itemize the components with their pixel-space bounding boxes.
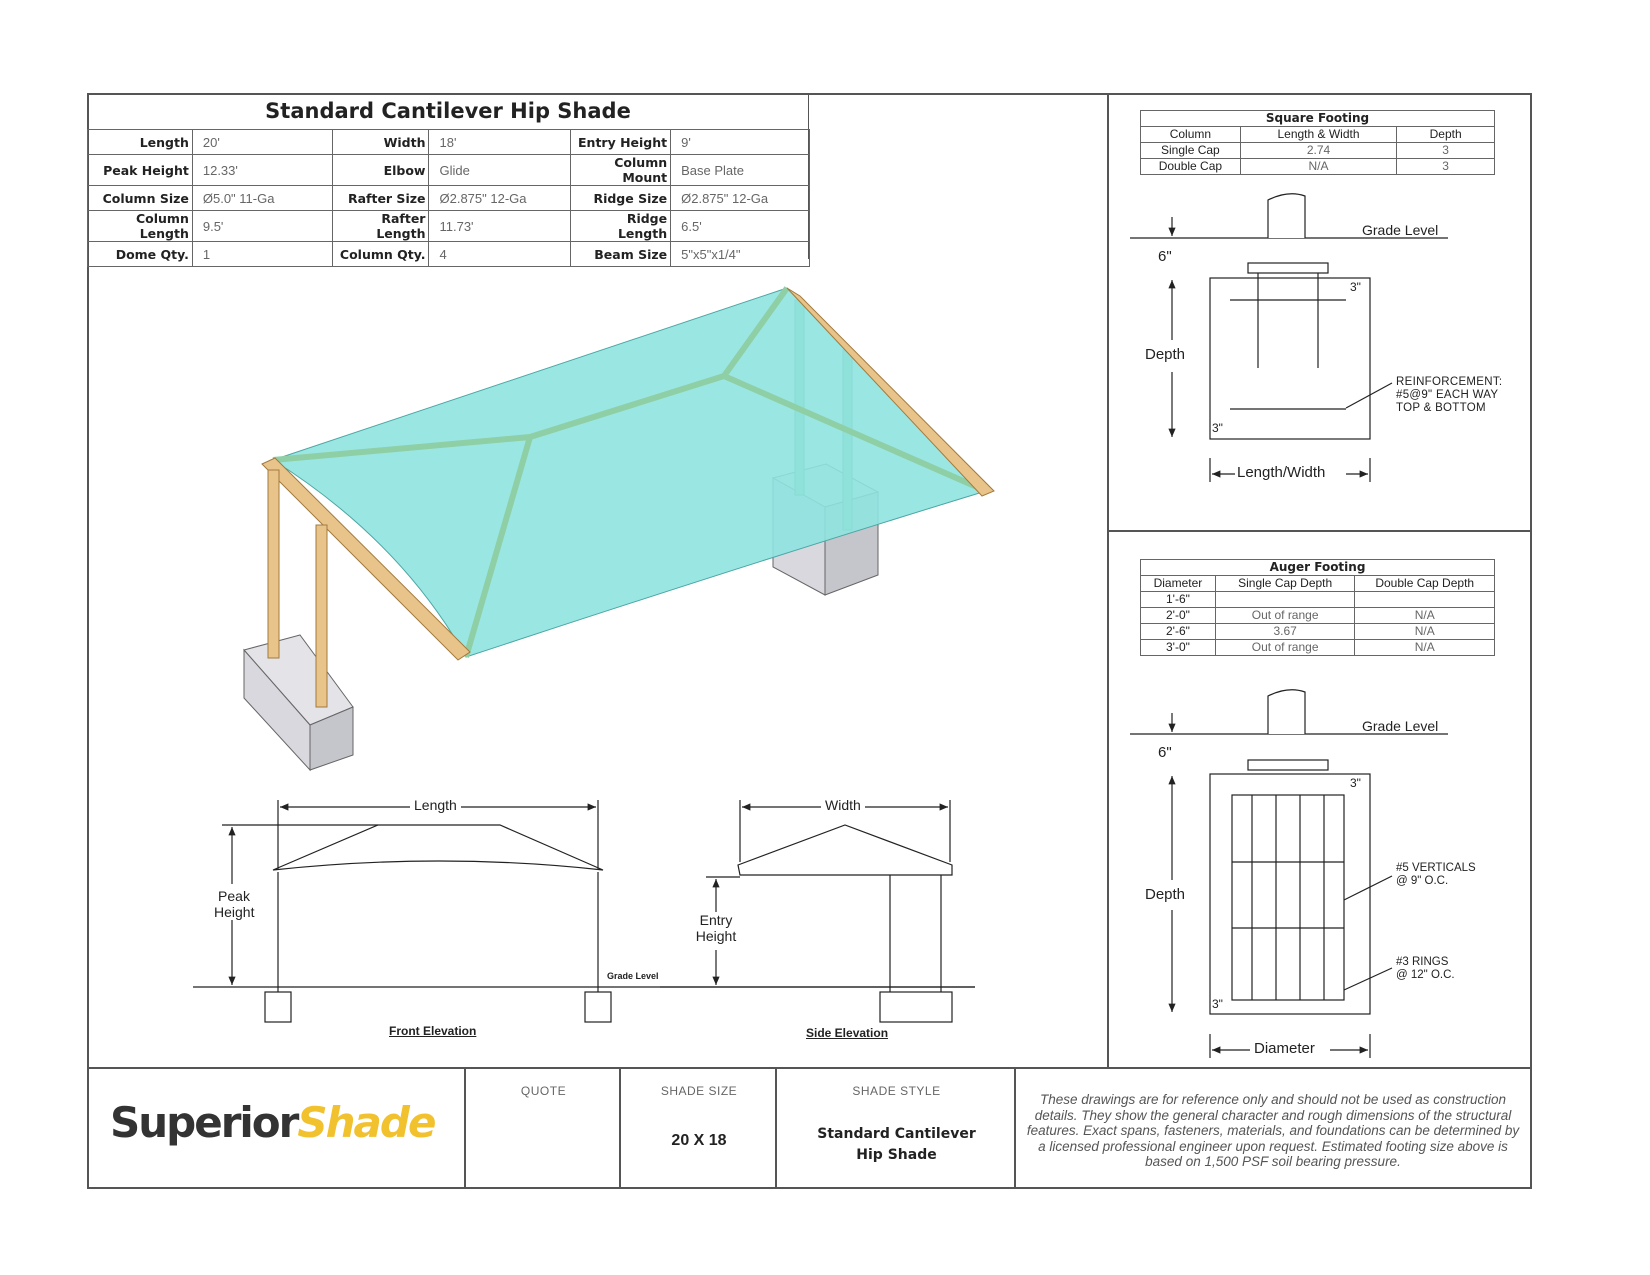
sq-three-top-label: 3" — [1350, 280, 1361, 294]
spec-label: Rafter Length — [332, 211, 429, 242]
spec-label: Rafter Size — [332, 186, 429, 211]
table-cell: 3 — [1397, 143, 1495, 159]
front-grade-label: Grade Level — [607, 971, 659, 981]
table-cell: Out of range — [1215, 608, 1355, 624]
spec-label: Ridge Length — [571, 211, 671, 242]
spec-value: 4 — [429, 242, 571, 267]
aug-three-top-label: 3" — [1350, 776, 1361, 790]
spec-label: Length — [88, 130, 193, 155]
side-entry-label-line: Entry — [699, 912, 733, 928]
spec-value: 20' — [192, 130, 332, 155]
spec-value: Ø5.0" 11-Ga — [192, 186, 332, 211]
concrete-footing-front — [244, 635, 353, 770]
front-length-label: Length — [410, 797, 461, 813]
aug-diameter-label: Diameter — [1254, 1040, 1315, 1057]
column-front-left — [268, 470, 279, 658]
front-peak-label-line: Height — [214, 904, 255, 920]
spec-value: 9' — [671, 130, 810, 155]
side-entry-label-line: Height — [695, 928, 737, 944]
note-line: @ 12" O.C. — [1396, 969, 1455, 981]
spec-label: Column Size — [88, 186, 193, 211]
side-width-label: Width — [821, 797, 865, 813]
table-header: Single Cap Depth — [1215, 576, 1355, 592]
aug-verticals-note — [1396, 862, 1476, 888]
aug-three-bottom-label: 3" — [1212, 997, 1223, 1011]
note-line: #5 VERTICALS — [1396, 862, 1476, 874]
table-cell: Single Cap — [1141, 143, 1241, 159]
aug-depth-label: Depth — [1145, 886, 1186, 903]
spec-title: Standard Cantilever Hip Shade — [265, 99, 631, 123]
front-peak-label — [214, 888, 254, 920]
spec-label: Ridge Size — [571, 186, 671, 211]
sq-reinforcement-note — [1396, 376, 1502, 415]
sq-depth-label: Depth — [1145, 346, 1186, 363]
table-cell: 2.74 — [1240, 143, 1396, 159]
spec-label: Entry Height — [571, 130, 671, 155]
table-cell: N/A — [1240, 159, 1396, 175]
table-cell: 3'-0" — [1141, 640, 1216, 656]
spec-label: Dome Qty. — [88, 242, 193, 267]
spec-label: Elbow — [332, 155, 429, 186]
shade-style-line: Standard Cantilever — [817, 1126, 976, 1142]
spec-label: Column Mount — [571, 155, 671, 186]
spec-value: 11.73' — [429, 211, 571, 242]
aug-rings-note — [1396, 956, 1455, 982]
logo-word-shade: Shade — [297, 1098, 435, 1147]
aug-six-label: 6" — [1158, 744, 1172, 761]
table-cell: 3 — [1397, 159, 1495, 175]
table-cell: 2'-0" — [1141, 608, 1216, 624]
superior-shade-logo — [110, 1098, 434, 1147]
table-cell: Out of range — [1215, 640, 1355, 656]
sq-six-label: 6" — [1158, 248, 1172, 265]
spec-label: Peak Height — [88, 155, 193, 186]
sq-three-bottom-label: 3" — [1212, 421, 1223, 435]
table-cell: N/A — [1355, 640, 1495, 656]
spec-value: 5"x5"x1/4" — [671, 242, 810, 267]
disclaimer-note: These drawings are for reference only and should not be used as construction details. They show the general character and rough dimensions of the structural features. Exact spans, fasteners, materials, and foundations can be determined by a licensed professional engineer upon request. Estimated footing size above is based on 1,500 PSF soil bearing pressure. — [1026, 1092, 1520, 1169]
table-cell: N/A — [1355, 624, 1495, 640]
sq-length-width-label: Length/Width — [1237, 464, 1326, 481]
spec-label: Beam Size — [571, 242, 671, 267]
aug-grade-label: Grade Level — [1362, 718, 1439, 734]
note-line: @ 9" O.C. — [1396, 875, 1449, 887]
table-header: Column — [1141, 127, 1241, 143]
column-front-right — [316, 525, 327, 707]
table-header: Double Cap Depth — [1355, 576, 1495, 592]
shade-style-value — [778, 1124, 1015, 1166]
shade-style-label: SHADE STYLE — [852, 1084, 941, 1098]
side-elevation — [660, 800, 975, 1022]
spec-value: Ø2.875" 12-Ga — [671, 186, 810, 211]
spec-value: 9.5' — [192, 211, 332, 242]
spec-label: Column Qty. — [332, 242, 429, 267]
logo-word-superior: Superior — [110, 1098, 298, 1147]
table-cell: Double Cap — [1141, 159, 1241, 175]
table-cell: N/A — [1355, 608, 1495, 624]
auger-footing-title: Auger Footing — [1141, 560, 1495, 576]
table-cell: 2'-6" — [1141, 624, 1216, 640]
note-line: #5@9" EACH WAY — [1396, 389, 1499, 401]
quote-label: QUOTE — [520, 1084, 567, 1098]
spec-value: Glide — [429, 155, 571, 186]
side-elevation-title: Side Elevation — [806, 1026, 889, 1040]
spec-value: 18' — [429, 130, 571, 155]
table-header: Depth — [1397, 127, 1495, 143]
spec-value: Ø2.875" 12-Ga — [429, 186, 571, 211]
table-cell: 3.67 — [1215, 624, 1355, 640]
table-header: Length & Width — [1240, 127, 1396, 143]
spec-label: Column Length — [88, 211, 193, 242]
spec-value: Base Plate — [671, 155, 810, 186]
table-cell: 1'-6" — [1141, 592, 1216, 608]
table-header: Diameter — [1141, 576, 1216, 592]
note-line: REINFORCEMENT: — [1396, 376, 1503, 388]
front-elevation-title: Front Elevation — [389, 1024, 477, 1038]
spec-label: Width — [332, 130, 429, 155]
shade-size-label: SHADE SIZE — [660, 1084, 738, 1098]
isometric-shade-view — [244, 288, 994, 770]
square-footing-title: Square Footing — [1141, 111, 1495, 127]
note-line: TOP & BOTTOM — [1396, 402, 1486, 414]
spec-value: 1 — [192, 242, 332, 267]
spec-value: 12.33' — [192, 155, 332, 186]
front-peak-label-line: Peak — [218, 888, 250, 904]
note-line: #3 RINGS — [1396, 956, 1449, 968]
side-entry-label — [692, 912, 740, 944]
shade-style-line: Hip Shade — [856, 1147, 937, 1163]
canopy-fabric — [273, 288, 986, 657]
shade-size-value: 20 X 18 — [671, 1132, 727, 1149]
sq-grade-label: Grade Level — [1362, 222, 1439, 238]
spec-value: 6.5' — [671, 211, 810, 242]
